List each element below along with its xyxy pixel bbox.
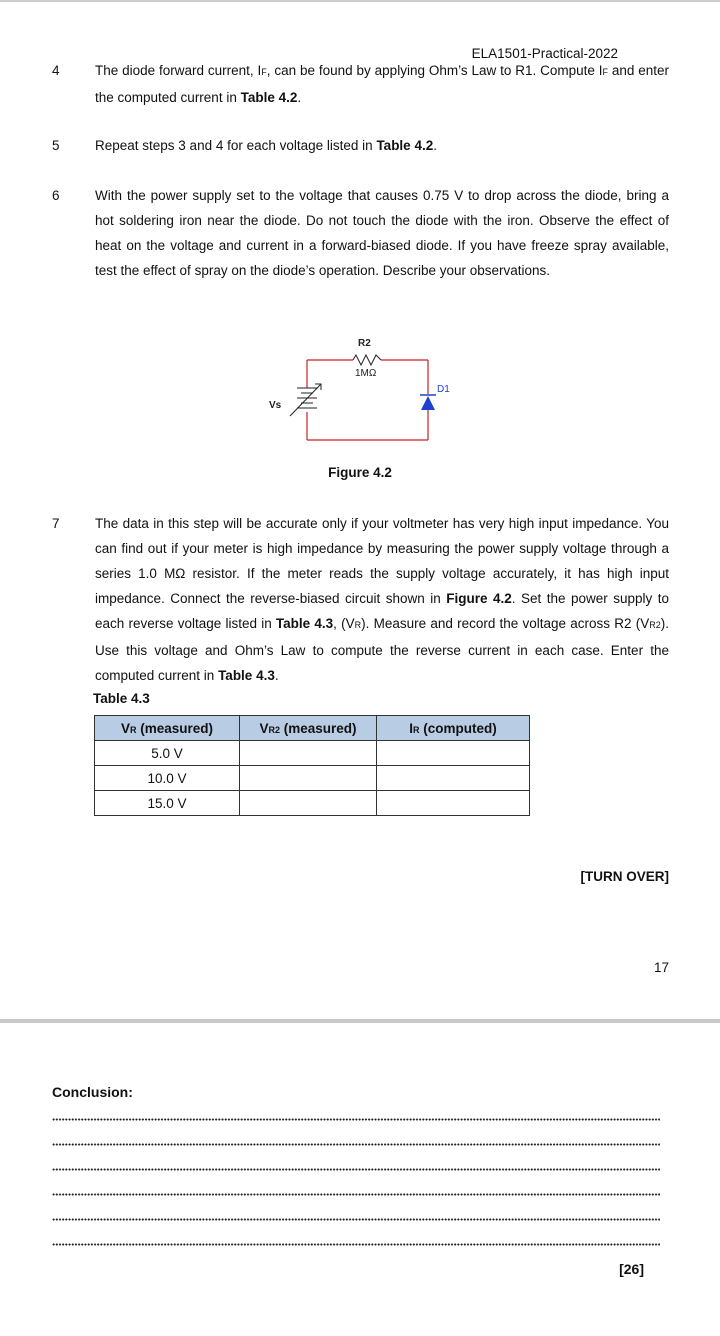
cell-vr2[interactable] (240, 791, 377, 816)
cell-vr: 5.0 V (95, 741, 240, 766)
figure-4-2-ref: Figure 4.2 (446, 591, 512, 606)
r2-label: R2 (358, 338, 371, 349)
top-border (0, 0, 720, 2)
answer-line[interactable] (52, 1218, 660, 1221)
page-number: 17 (653, 960, 669, 975)
cell-vr: 15.0 V (95, 791, 240, 816)
turn-over-note: [TURN OVER] (580, 869, 669, 884)
step-number-6: 6 (52, 188, 60, 203)
header-vr-measured: VR (measured) (95, 716, 240, 741)
step-number-5: 5 (52, 138, 60, 153)
table-4-3-ref: Table 4.3 (275, 616, 334, 631)
step-4-text: The diode forward current, IF, can be found by applying Ohm’s Law to R1. Compute IF and enter the computed current in Table 4.2. (95, 63, 669, 105)
table-row (95, 791, 530, 816)
step-5-text: Repeat steps 3 and 4 for each voltage listed in Table 4.2. (95, 138, 437, 153)
r2-value: 1MΩ (355, 368, 377, 379)
figure-caption: Figure 4.2 (328, 465, 392, 480)
step-6-text: With the power supply set to the voltage that causes 0.75 V to drop across the diode, bring a hot soldering iron near the diode. Do not touch the diode with the iron. Observe the effect of heat on the voltage and current in a forward-biased diode. If you have freeze spray available, test the effect of spray on the diode’s operation. Describe your observations. (95, 188, 669, 278)
cell-ir[interactable] (377, 741, 530, 766)
answer-line[interactable] (52, 1143, 660, 1146)
conclusion-label: Conclusion: (52, 1084, 133, 1100)
total-marks: [26] (619, 1261, 644, 1277)
step-7-text: The data in this step will be accurate only if your voltmeter has very high input impedance. You can find out if your meter is high impedance by measuring the power supply voltage through a series 1.0 MΩ resistor. If the meter reads the supply voltage accurately, it has high input impedance. Connect the reverse-biased circuit shown in Figure 4.2. Set the power supply to each reverse voltage listed in Table 4.3, (VR). Measure and record the voltage across R2 (VR2). Use this voltage and Ohm’s Law to compute the reverse current in each case. Enter the computed current in Table 4.3. (95, 516, 669, 683)
table-title: Table 4.3 (93, 691, 150, 706)
document-code: ELA1501-Practical-2022 (471, 46, 618, 61)
table-row (95, 766, 530, 791)
vs-label: Vs (269, 400, 282, 411)
header-vr2-measured: VR2 (measured) (240, 716, 377, 741)
step-number-4: 4 (52, 63, 60, 78)
cell-vr2[interactable] (240, 766, 377, 791)
table-4-2-ref: Table 4.2 (240, 90, 298, 105)
answer-line[interactable] (52, 1168, 660, 1171)
cell-ir[interactable] (377, 766, 530, 791)
cell-vr: 10.0 V (95, 766, 240, 791)
page-divider (0, 1019, 720, 1023)
answer-line[interactable] (52, 1243, 660, 1246)
d1-label: D1 (437, 384, 450, 395)
table-4-3 (94, 715, 530, 816)
table-row (95, 741, 530, 766)
answer-line[interactable] (52, 1118, 660, 1121)
answer-line[interactable] (52, 1193, 660, 1196)
step-number-7: 7 (52, 516, 60, 531)
diode-d1-symbol (420, 395, 436, 410)
circuit-diagram (255, 330, 475, 455)
table-4-2-ref: Table 4.2 (376, 138, 434, 153)
header-ir-computed: IR (computed) (377, 716, 530, 741)
resistor-r2-symbol (353, 355, 381, 365)
table-4-3-ref: Table 4.3 (218, 668, 275, 683)
variable-source-vs-symbol (290, 384, 321, 416)
cell-ir[interactable] (377, 791, 530, 816)
cell-vr2[interactable] (240, 741, 377, 766)
